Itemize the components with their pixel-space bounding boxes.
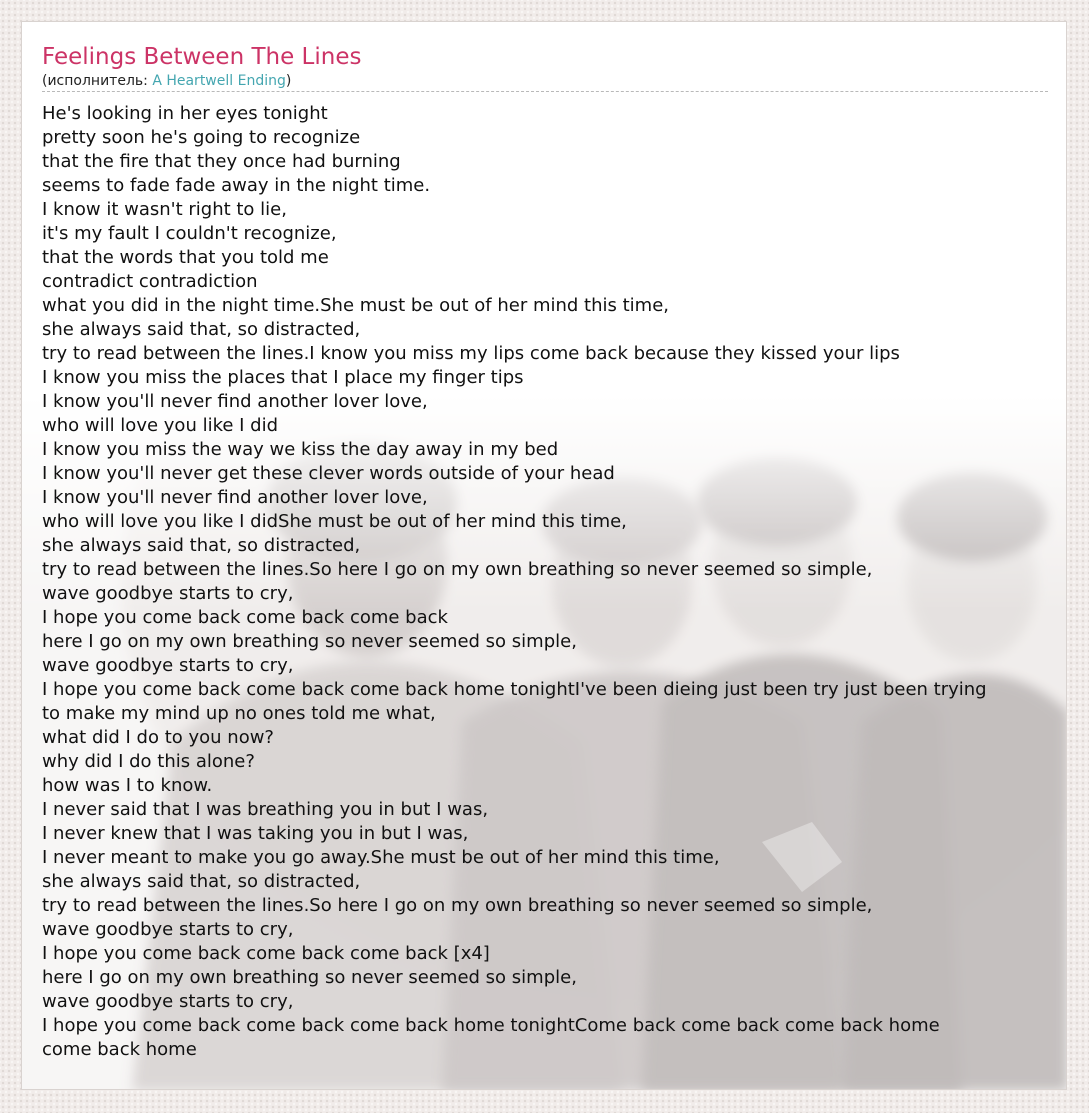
lyric-line: why did I do this alone? — [42, 751, 255, 772]
lyric-line: contradict contradiction — [42, 271, 258, 292]
artist-link[interactable]: A Heartwell Ending — [152, 73, 286, 89]
lyric-line: I never meant to make you go away.She must be out of her mind this time, — [42, 847, 720, 868]
lyric-line: who will love you like I didShe must be out of her mind this time, — [42, 511, 627, 532]
lyric-line: wave goodbye starts to cry, — [42, 919, 294, 940]
lyric-line: seems to fade fade away in the night time. — [42, 175, 431, 196]
lyric-line: wave goodbye starts to cry, — [42, 991, 294, 1012]
lyric-line: who will love you like I did — [42, 415, 279, 436]
lyric-line: to make my mind up no ones told me what, — [42, 703, 436, 724]
lyric-line: wave goodbye starts to cry, — [42, 655, 294, 676]
lyric-line: I hope you come back come back come back [x4] — [42, 943, 490, 964]
artist-prefix: (исполнитель: — [42, 73, 153, 89]
lyric-line: she always said that, so distracted, — [42, 319, 361, 340]
lyric-line: I know you miss the places that I place my finger tips — [42, 367, 524, 388]
lyric-line: what did I do to you now? — [42, 727, 274, 748]
lyric-line: wave goodbye starts to cry, — [42, 583, 294, 604]
lyric-line: I know you'll never get these clever words outside of your head — [42, 463, 615, 484]
song-title: Feelings Between The Lines — [42, 44, 362, 70]
lyrics-card — [21, 21, 1067, 1090]
lyric-line: try to read between the lines.So here I go on my own breathing so never seemed so simple, — [42, 895, 873, 916]
lyric-line: she always said that, so distracted, — [42, 871, 361, 892]
lyric-line: I know you miss the way we kiss the day away in my bed — [42, 439, 559, 460]
lyric-line: that the words that you told me — [42, 247, 329, 268]
artist-suffix: ) — [285, 73, 292, 89]
lyric-line: she always said that, so distracted, — [42, 535, 361, 556]
lyric-line: I know you'll never find another lover love, — [42, 391, 428, 412]
artist-line — [42, 72, 1048, 90]
lyric-line: here I go on my own breathing so never seemed so simple, — [42, 967, 577, 988]
lyric-line: how was I to know. — [42, 775, 213, 796]
lyric-line: I never said that I was breathing you in but I was, — [42, 799, 489, 820]
lyrics-content — [42, 42, 1048, 1062]
lyric-line: what you did in the night time.She must be out of her mind this time, — [42, 295, 669, 316]
lyric-line: I hope you come back come back come back home tonightI've been dieing just been try just been trying — [42, 679, 987, 700]
lyric-line: that the fire that they once had burning — [42, 151, 401, 172]
lyric-line: here I go on my own breathing so never seemed so simple, — [42, 631, 577, 652]
lyric-line: I know it wasn't right to lie, — [42, 199, 287, 220]
lyric-line: try to read between the lines.So here I go on my own breathing so never seemed so simple, — [42, 559, 873, 580]
lyric-line: He's looking in her eyes tonight — [42, 103, 328, 124]
lyric-line: come back home — [42, 1039, 197, 1060]
lyric-line: pretty soon he's going to recognize — [42, 127, 361, 148]
title-divider — [42, 91, 1048, 92]
lyric-line: it's my fault I couldn't recognize, — [42, 223, 337, 244]
lyric-line: I never knew that I was taking you in but I was, — [42, 823, 469, 844]
lyric-line: try to read between the lines.I know you miss my lips come back because they kissed your lips — [42, 343, 900, 364]
lyric-line: I hope you come back come back come back home tonightCome back come back come back home — [42, 1015, 940, 1036]
lyric-line: I hope you come back come back come back — [42, 607, 448, 628]
lyrics-body — [42, 102, 1048, 1062]
lyric-line: I know you'll never find another lover love, — [42, 487, 428, 508]
